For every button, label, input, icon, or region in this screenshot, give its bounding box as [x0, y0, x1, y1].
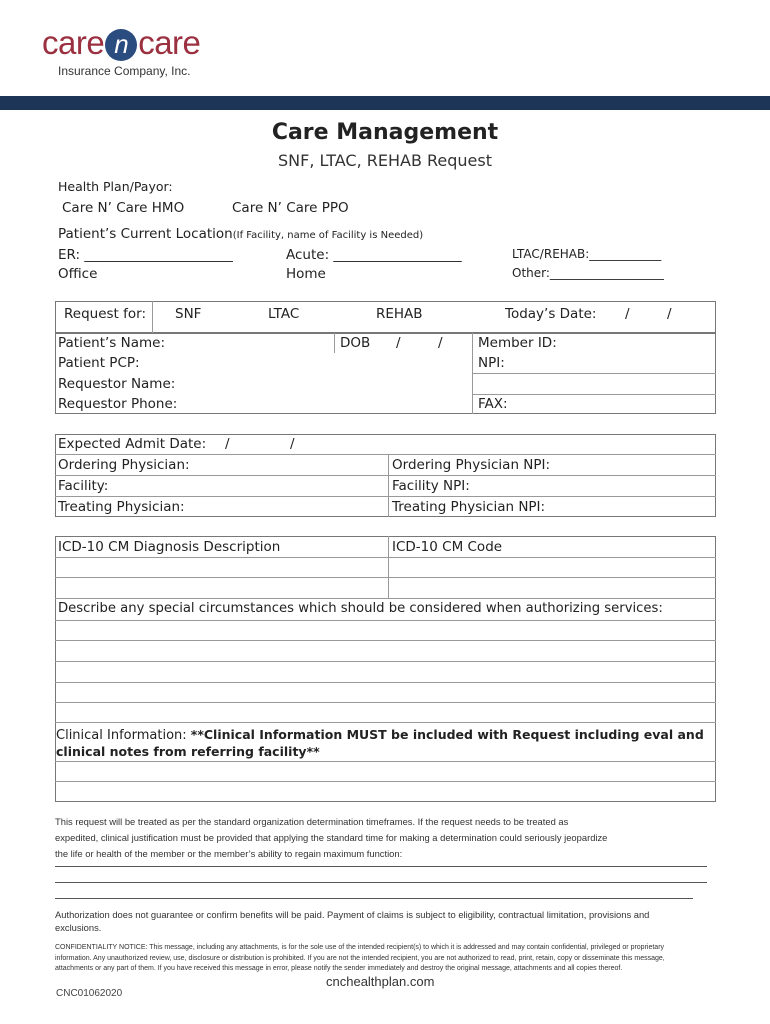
todays-date-label: Today’s Date: [505, 306, 597, 322]
date-slash: / [225, 436, 230, 452]
date-slash: / [396, 335, 401, 351]
divider [55, 475, 716, 476]
diagnosis-code-header: ICD-10 CM Code [392, 539, 503, 555]
divider [55, 577, 716, 578]
divider [55, 661, 716, 662]
authorization-line: exclusions. [55, 922, 102, 933]
snf-label: SNF [175, 306, 202, 322]
form-code: CNC01062020 [56, 988, 123, 999]
ordering-physician-field[interactable]: Ordering Physician: [58, 457, 190, 473]
facility-field[interactable]: Facility: [58, 478, 109, 494]
page-subtitle: SNF, LTAC, REHAB Request [277, 151, 492, 170]
divider [472, 394, 716, 395]
divider [55, 620, 716, 621]
authorization-notice [55, 908, 715, 934]
office-label: Office [58, 266, 98, 282]
date-slash: / [438, 335, 443, 351]
logo-subtitle: Insurance Company, Inc. [58, 64, 191, 78]
patient-name-field[interactable]: Patient’s Name: [58, 335, 165, 351]
justification-line[interactable] [55, 866, 707, 867]
acute-label: Acute: ___________________ [286, 247, 462, 263]
authorization-line: Authorization does not guarantee or confirm benefits will be paid. Payment of claims is subject to eligibility, contractual limitation, provisions and [55, 909, 650, 920]
member-id-field[interactable]: Member ID: [478, 335, 557, 351]
request-rehab-option[interactable] [376, 306, 423, 322]
current-location-heading [58, 226, 423, 242]
determination-line: This request will be treated as per the standard organization determination timeframes. If the request needs to be treated as [55, 816, 569, 827]
home-label: Home [286, 266, 326, 282]
confidentiality-line: information. Any unauthorized review, use, disclosure or distribution is prohibited. If you are not the intended recipient, you are not authorized to read, print, retain, copy or disseminate this message, [55, 954, 665, 962]
ltac-label: LTAC [268, 306, 300, 322]
justification-line[interactable] [55, 898, 693, 899]
location-label: Patient’s Current Location [58, 226, 233, 242]
clinical-information-heading [56, 727, 704, 743]
date-slash: / [625, 306, 630, 322]
location-er-option[interactable] [58, 247, 233, 263]
ltac-rehab-label: LTAC/REHAB:____________ [512, 247, 662, 261]
divider [152, 301, 153, 333]
determination-line: the life or health of the member or the member’s ability to regain maximum function: [55, 848, 403, 859]
npi-field[interactable]: NPI: [478, 355, 505, 371]
divider [55, 454, 716, 455]
location-other-option[interactable] [512, 266, 664, 280]
divider [388, 536, 389, 598]
divider [334, 333, 335, 353]
logo-text-care: care [42, 24, 105, 61]
determination-line: expedited, clinical justification must be provided that applying the standard time for making a determination could seriously jeopardize [55, 832, 608, 843]
date-slash: / [290, 436, 295, 452]
company-logo [42, 24, 200, 62]
diagnosis-description-header: ICD-10 CM Diagnosis Description [58, 539, 281, 555]
confidentiality-line: attachments or any part of them. If you have received this message in error, please notify the sender immediately and destroy the original message, attachments and all copies thereof. [55, 965, 623, 972]
location-office-option[interactable] [58, 266, 97, 282]
divider [55, 682, 716, 683]
special-circumstances-label: Describe any special circumstances which should be considered when authorizing services: [58, 601, 663, 616]
header-band [0, 96, 770, 110]
hmo-label: Care N’ Care HMO [62, 200, 185, 216]
divider [55, 640, 716, 641]
divider [55, 781, 716, 782]
ppo-label: Care N’ Care PPO [232, 200, 349, 216]
location-acute-option[interactable] [286, 247, 462, 263]
location-home-option[interactable] [286, 266, 326, 282]
divider [388, 454, 389, 517]
fax-field[interactable]: FAX: [478, 396, 508, 412]
divider [472, 373, 716, 374]
clinical-label: Clinical Information: [56, 728, 187, 743]
divider [55, 496, 716, 497]
page-title: Care Management [271, 120, 499, 145]
request-snf-option[interactable] [175, 306, 201, 322]
confidentiality-notice [55, 943, 717, 975]
requestor-name-field[interactable]: Requestor Name: [58, 376, 176, 392]
request-ltac-option[interactable] [268, 306, 299, 322]
divider [55, 598, 716, 599]
health-plan-hmo-option[interactable] [62, 200, 184, 216]
confidentiality-line: CONFIDENTIALITY NOTICE: This message, including any attachments, is for the sole use of the intended recipient(s) to which it is addressed and may contain confidential, privileged or proprietary [55, 944, 665, 951]
treating-physician-npi-field[interactable]: Treating Physician NPI: [392, 499, 546, 515]
location-ltac-option[interactable] [512, 247, 661, 261]
request-for-label: Request for: [64, 306, 147, 322]
health-plan-ppo-option[interactable] [232, 200, 349, 216]
treating-physician-field[interactable]: Treating Physician: [58, 499, 185, 515]
other-label: Other:___________________ [512, 266, 664, 280]
determination-notice [55, 814, 715, 862]
er-label: ER: ______________________ [58, 247, 233, 263]
ordering-physician-npi-field[interactable]: Ordering Physician NPI: [392, 457, 551, 473]
divider [55, 761, 716, 762]
facility-npi-field[interactable]: Facility NPI: [392, 478, 470, 494]
patient-pcp-field[interactable]: Patient PCP: [58, 355, 140, 371]
date-slash: / [667, 306, 672, 322]
justification-line[interactable] [55, 882, 707, 883]
health-plan-label: Health Plan/Payor: [58, 179, 173, 194]
rehab-label: REHAB [376, 306, 423, 322]
diagnosis-clinical-table [55, 536, 716, 802]
divider [55, 557, 716, 558]
location-note: (If Facility, name of Facility is Needed) [232, 230, 424, 241]
website-link[interactable]: cnchealthplan.com [326, 974, 435, 989]
clinical-warning-line2: clinical notes from referring facility** [56, 744, 320, 759]
logo-n-circle: n [105, 29, 137, 61]
clinical-warning-line1: **Clinical Information MUST be included with Request including eval and [190, 727, 704, 742]
logo-text-care-2: care [138, 24, 201, 61]
dob-field[interactable]: DOB [340, 335, 371, 351]
divider [55, 722, 716, 723]
divider [55, 702, 716, 703]
requestor-phone-field[interactable]: Requestor Phone: [58, 396, 178, 412]
expected-admit-date-field[interactable]: Expected Admit Date: [58, 436, 207, 452]
